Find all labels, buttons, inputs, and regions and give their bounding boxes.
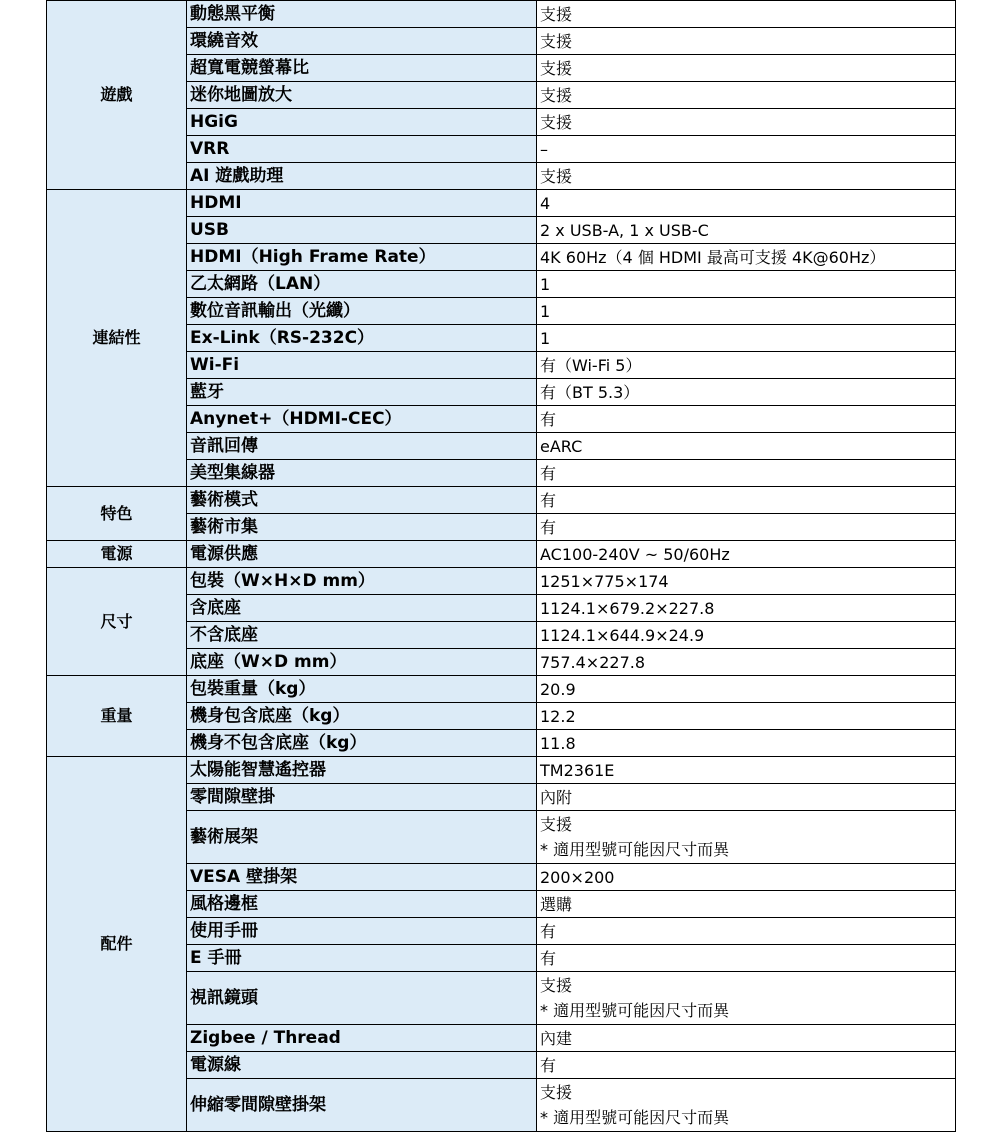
spec-value-cell [537,1079,956,1132]
spec-value: 11.8 [540,733,576,753]
spec-value: 有 [540,517,557,537]
spec-value-cell [537,541,956,568]
spec-value: 選購 [540,894,573,914]
spec-item-cell: 超寬電競螢幕比 [187,55,537,82]
table-row [47,541,956,568]
spec-value-cell [537,28,956,55]
spec-value: AC100-240V ~ 50/60Hz [540,544,730,564]
spec-value-cell [537,676,956,703]
spec-item-cell: Ex-Link（RS-232C） [187,325,537,352]
spec-value-cell [537,730,956,757]
spec-value-cell [537,433,956,460]
spec-note: * 適用型號可能因尺寸而異 [540,1001,730,1020]
table-row [47,757,956,784]
spec-value: TM2361E [540,760,615,780]
spec-value: 內附 [540,787,573,807]
spec-value-cell [537,1025,956,1052]
spec-table-body [47,1,956,1132]
spec-value-cell [537,595,956,622]
spec-value: 有（Wi-Fi 5） [540,355,642,375]
spec-item-cell: 藍牙 [187,379,537,406]
spec-value-cell [537,487,956,514]
spec-value: 1 [540,274,551,294]
spec-item-cell: 伸縮零間隙壁掛架 [187,1079,537,1132]
spec-item-cell: 機身不包含底座（kg） [187,730,537,757]
spec-value-cell [537,352,956,379]
spec-value: 有 [540,948,557,968]
spec-value-cell [537,406,956,433]
table-row [47,487,956,514]
spec-value: 1124.1×644.9×24.9 [540,625,705,645]
spec-value: 757.4×227.8 [540,652,646,672]
spec-value-cell [537,703,956,730]
spec-value: 有（BT 5.3） [540,382,640,402]
spec-value-cell [537,136,956,163]
spec-value: 內建 [540,1028,573,1048]
spec-item-cell: E 手冊 [187,945,537,972]
spec-value: 2 x USB-A, 1 x USB-C [540,220,709,240]
spec-item-cell: HDMI（High Frame Rate） [187,244,537,271]
spec-value: 4 [540,193,551,213]
spec-value-cell [537,325,956,352]
spec-item-cell: 電源線 [187,1052,537,1079]
spec-value: 4K 60Hz（4 個 HDMI 最高可支援 4K@60Hz） [540,247,886,267]
spec-value: 1124.1×679.2×227.8 [540,598,715,618]
spec-value-cell [537,622,956,649]
spec-item-cell: 藝術模式 [187,487,537,514]
spec-item-cell: 包裝（W×H×D mm） [187,568,537,595]
spec-item-cell: 風格邊框 [187,891,537,918]
spec-value: 支援 [540,4,573,24]
spec-value: 支援 [540,1083,573,1102]
spec-value: 200×200 [540,867,615,887]
spec-item-cell: 電源供應 [187,541,537,568]
table-row [47,676,956,703]
spec-item-cell: HDMI [187,190,537,217]
spec-value: 支援 [540,112,573,132]
spec-value-cell [537,864,956,891]
table-row [47,1,956,28]
spec-item-cell: HGiG [187,109,537,136]
spec-value-cell [537,460,956,487]
spec-item-cell: Anynet+（HDMI-CEC） [187,406,537,433]
spec-item-cell: 使用手冊 [187,918,537,945]
spec-value: 有 [540,463,557,483]
spec-item-cell: 迷你地圖放大 [187,82,537,109]
table-row [47,568,956,595]
spec-value: 支援 [540,58,573,78]
spec-table [46,0,956,1132]
spec-item-cell: 乙太網路（LAN） [187,271,537,298]
category-cell: 連結性 [47,190,187,487]
spec-value-cell [537,82,956,109]
spec-value-cell [537,163,956,190]
spec-value-cell [537,918,956,945]
spec-value: 12.2 [540,706,576,726]
spec-item-cell: 零間隙壁掛 [187,784,537,811]
spec-item-cell: 動態黑平衡 [187,1,537,28]
spec-item-cell: 美型集線器 [187,460,537,487]
spec-value: 支援 [540,31,573,51]
spec-item-cell: 含底座 [187,595,537,622]
spec-item-cell: 太陽能智慧遙控器 [187,757,537,784]
spec-value-cell [537,514,956,541]
spec-item-cell: Zigbee / Thread [187,1025,537,1052]
spec-value-cell [537,972,956,1025]
spec-item-cell: 藝術市集 [187,514,537,541]
spec-value-cell [537,109,956,136]
spec-value: 有 [540,409,557,429]
spec-value: 20.9 [540,679,576,699]
category-cell: 配件 [47,757,187,1132]
spec-value: – [540,139,548,159]
spec-value-cell [537,891,956,918]
spec-value: 支援 [540,166,573,186]
spec-value-cell [537,1052,956,1079]
spec-item-cell: 音訊回傳 [187,433,537,460]
spec-value-cell [537,945,956,972]
spec-value: 有 [540,921,557,941]
spec-value-cell [537,298,956,325]
spec-value-cell [537,1,956,28]
spec-value: eARC [540,436,583,456]
spec-item-cell: 視訊鏡頭 [187,972,537,1025]
spec-note: * 適用型號可能因尺寸而異 [540,840,730,859]
spec-value-cell [537,55,956,82]
spec-value-cell [537,811,956,864]
spec-item-cell: USB [187,217,537,244]
spec-item-cell: 機身包含底座（kg） [187,703,537,730]
spec-note: * 適用型號可能因尺寸而異 [540,1108,730,1127]
spec-value-cell [537,244,956,271]
spec-item-cell: VESA 壁掛架 [187,864,537,891]
spec-value-cell [537,190,956,217]
spec-item-cell: 不含底座 [187,622,537,649]
category-cell: 重量 [47,676,187,757]
spec-value: 1 [540,301,551,321]
spec-item-cell: 藝術展架 [187,811,537,864]
spec-value: 支援 [540,976,573,995]
category-cell: 遊戲 [47,1,187,190]
spec-item-cell: AI 遊戲助理 [187,163,537,190]
spec-value-cell [537,217,956,244]
spec-value-cell [537,568,956,595]
spec-item-cell: 數位音訊輸出（光纖） [187,298,537,325]
spec-value: 有 [540,490,557,510]
spec-value-cell [537,379,956,406]
spec-value: 1251×775×174 [540,571,669,591]
spec-value-cell [537,649,956,676]
spec-item-cell: Wi-Fi [187,352,537,379]
spec-item-cell: 包裝重量（kg） [187,676,537,703]
category-cell: 尺寸 [47,568,187,676]
spec-value: 1 [540,328,551,348]
spec-item-cell: 底座（W×D mm） [187,649,537,676]
spec-item-cell: VRR [187,136,537,163]
table-row [47,190,956,217]
category-cell: 電源 [47,541,187,568]
category-cell: 特色 [47,487,187,541]
spec-value-cell [537,271,956,298]
spec-value-cell [537,784,956,811]
spec-value: 支援 [540,85,573,105]
spec-value: 有 [540,1055,557,1075]
spec-value-cell [537,757,956,784]
spec-item-cell: 環繞音效 [187,28,537,55]
spec-value: 支援 [540,815,573,834]
